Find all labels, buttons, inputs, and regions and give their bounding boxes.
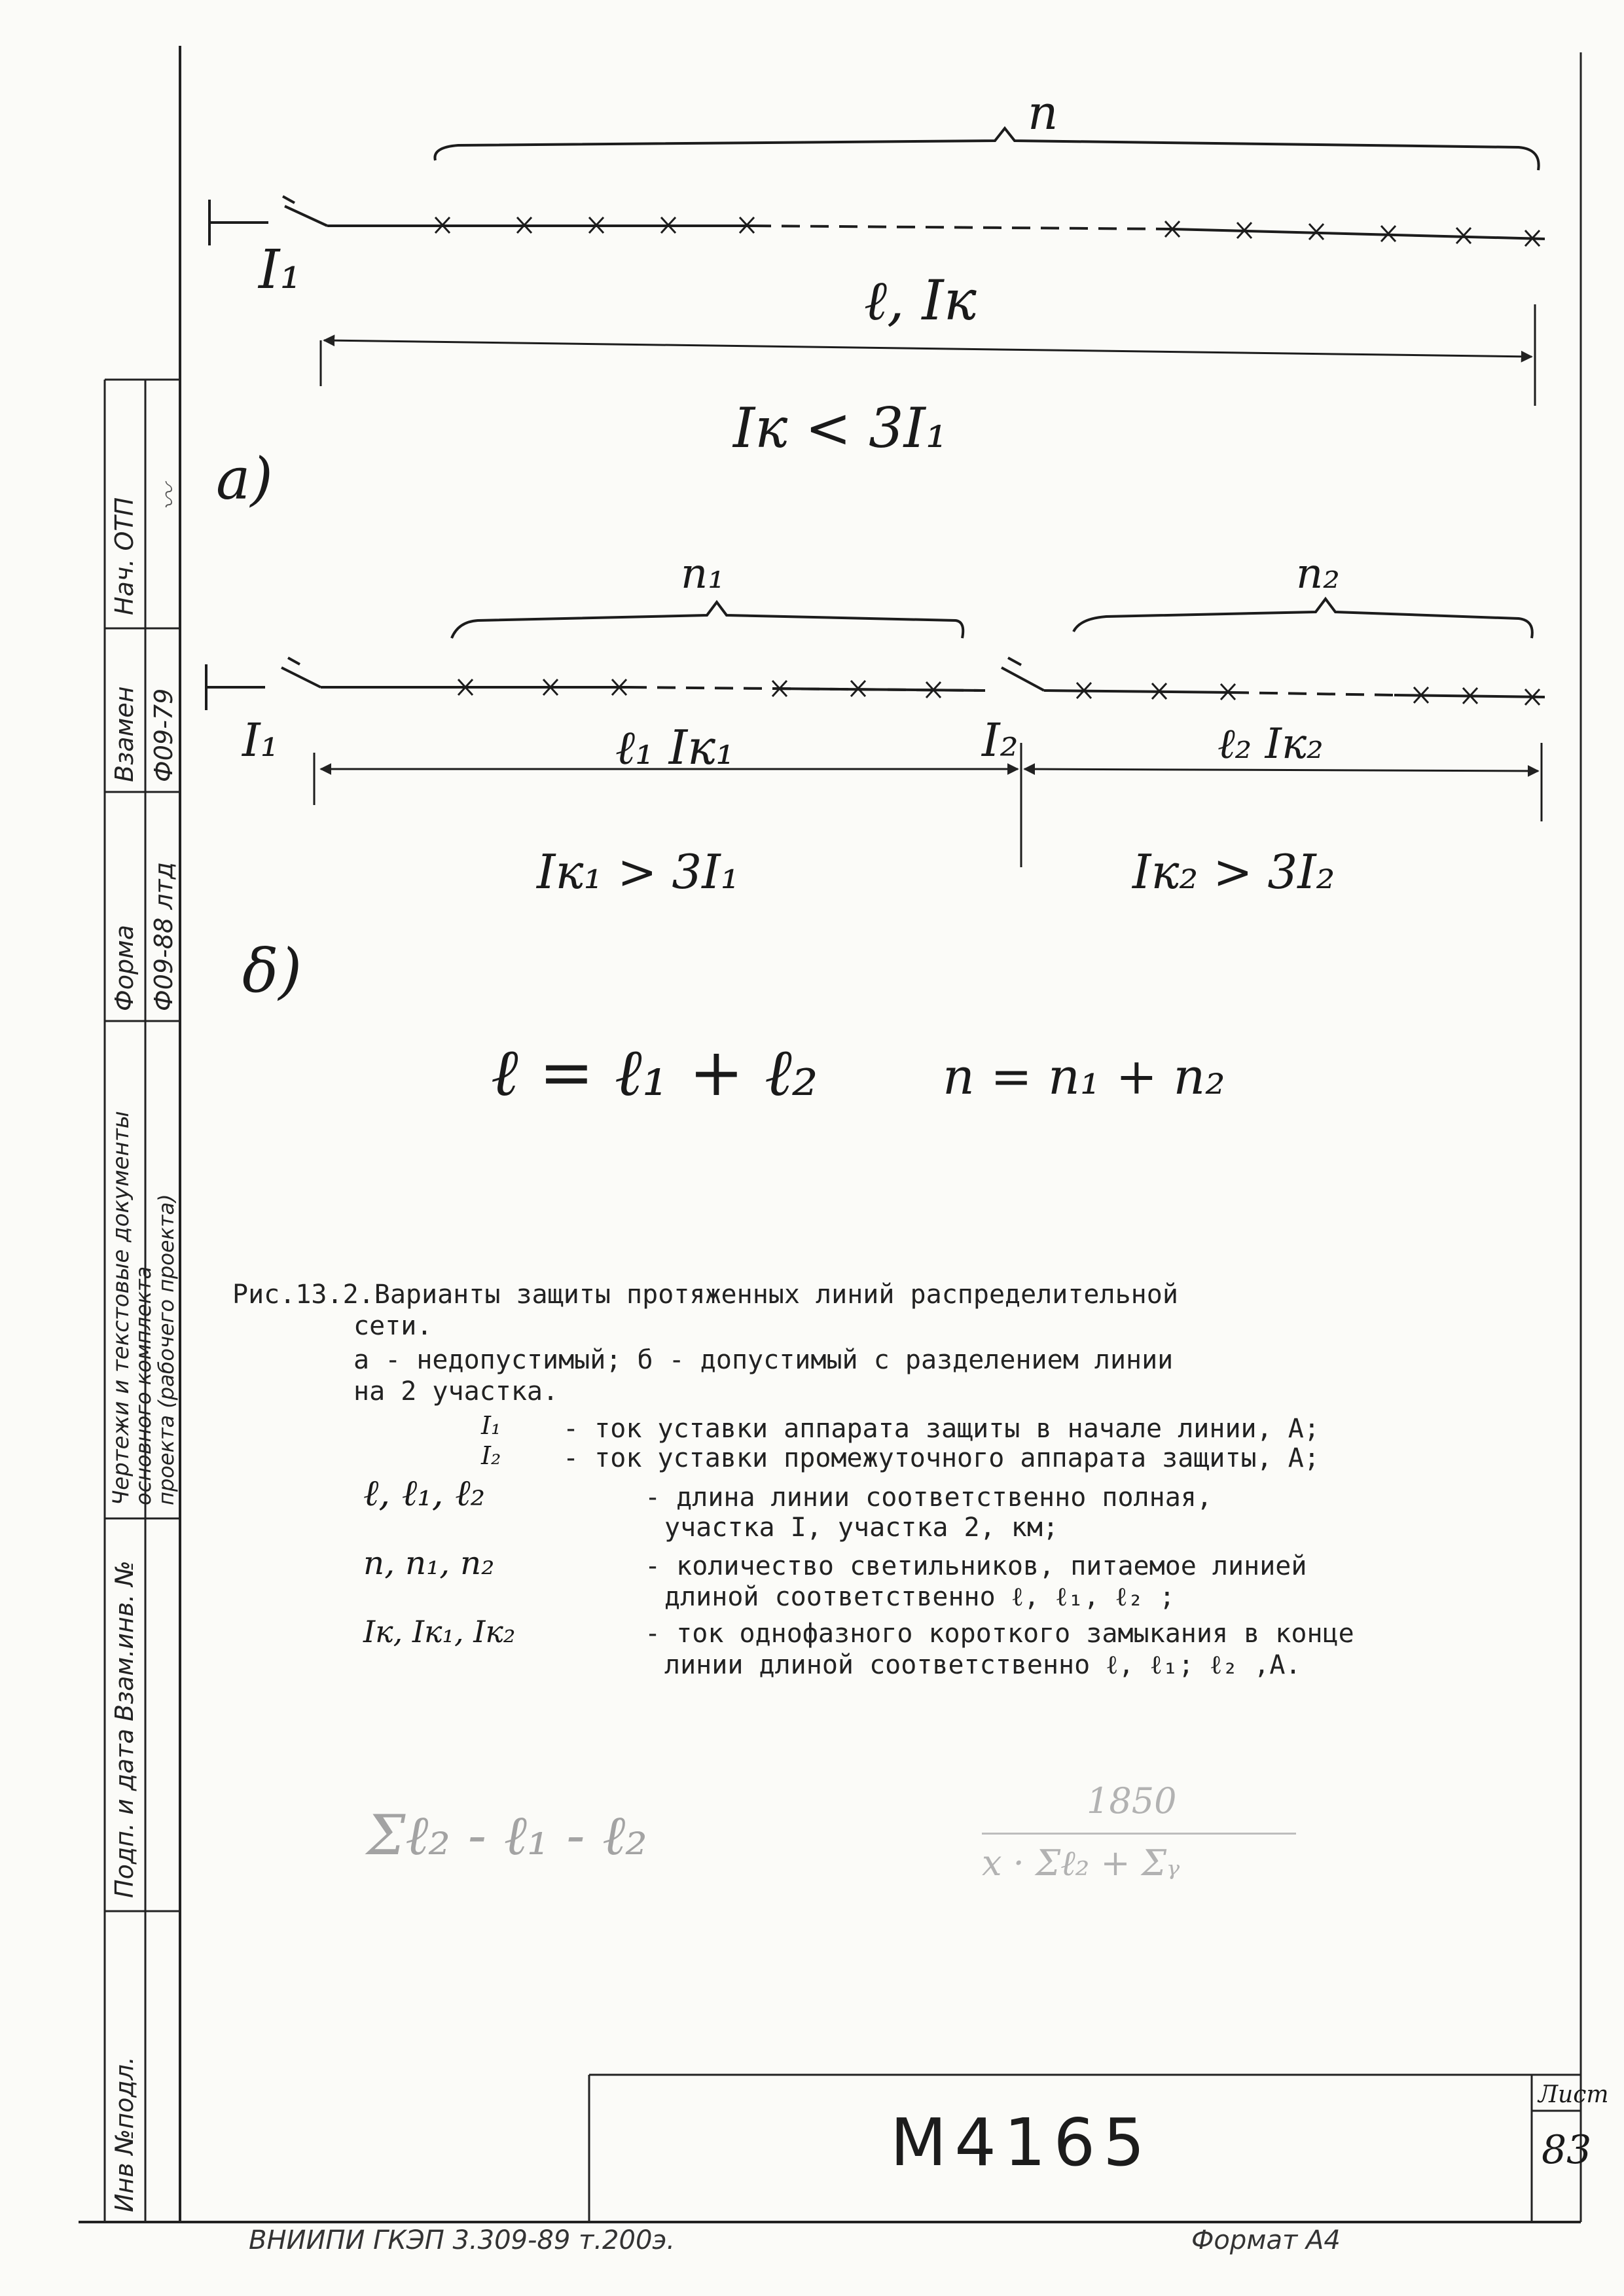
condition-b1: Iк₁ > 3I₁ bbox=[537, 844, 740, 899]
stamp-col1-header: Нач. ОТП bbox=[110, 497, 139, 615]
faint-note-left: Σℓ₂ - ℓ₁ - ℓ₂ bbox=[367, 1803, 647, 1867]
footer-left: ВНИИПИ ГКЭП 3.309-89 т.200э. bbox=[249, 2225, 676, 2255]
length-label-b2: ℓ₂ Iк₂ bbox=[1218, 720, 1324, 768]
diagram-b bbox=[206, 599, 1545, 867]
length-label-b1: ℓ₁ Iк₁ bbox=[615, 720, 735, 775]
sheet-number: 83 bbox=[1542, 2127, 1592, 2173]
brace-label-n1: n₁ bbox=[681, 550, 725, 598]
legend-text-length-1: - длина линии соответственно полная, bbox=[645, 1482, 1212, 1513]
stamp-col4-line2: основного комплекта bbox=[131, 1266, 156, 1505]
luminaire-marks-a bbox=[435, 217, 1540, 246]
luminaire-marks-b bbox=[458, 679, 1540, 705]
legend-text-i1: - ток уставки аппарата защиты в начале линии, А; bbox=[563, 1414, 1320, 1444]
stamp-col5: Взам.инв. № bbox=[110, 1560, 139, 1721]
source-current-label-a: I₁ bbox=[259, 239, 302, 301]
diagram-a bbox=[209, 128, 1545, 406]
faint-note-denominator: x · Σℓ₂ + Σᵧ bbox=[982, 1842, 1180, 1884]
source-current-label-b2: I₂ bbox=[982, 713, 1019, 767]
figure-caption bbox=[232, 1280, 1542, 1680]
legend-symbol-length: ℓ, ℓ₁, ℓ₂ bbox=[363, 1472, 486, 1515]
caption-variants-line2: на 2 участка. bbox=[353, 1376, 559, 1407]
caption-title-line1: Рис.13.2.Варианты защиты протяженных линий распределительной bbox=[232, 1280, 1178, 1310]
sheet-label: Лист bbox=[1538, 2081, 1609, 2108]
stamp-col4-line1: Чертежи и текстовые документы bbox=[108, 1111, 134, 1505]
legend-text-ik-2: линии длиной соответственно ℓ, ℓ₁; ℓ₂ ,А. bbox=[664, 1650, 1301, 1680]
condition-b2: Iк₂ > 3I₂ bbox=[1132, 844, 1335, 899]
legend-symbol-count: n, n₁, n₂ bbox=[363, 1544, 495, 1582]
document-code: M4165 bbox=[890, 2104, 1153, 2181]
legend-text-count-1: - количество светильников, питаемое линией bbox=[645, 1551, 1307, 1581]
legend-text-count-2: длиной соответственно ℓ, ℓ₁, ℓ₂ ; bbox=[664, 1582, 1175, 1612]
stamp-col4-line3: проекта (рабочего проекта) bbox=[154, 1194, 179, 1505]
brace-label-n2: n₂ bbox=[1296, 550, 1340, 598]
brace-label-n: n bbox=[1028, 85, 1058, 140]
caption-variants-line1: а - недопустимый; б - допустимый с разделением линии bbox=[353, 1345, 1174, 1375]
length-label-a: ℓ, Iк bbox=[864, 268, 977, 332]
legend-symbol-ik: Iк, Iк₁, Iк₂ bbox=[363, 1614, 516, 1649]
legend-text-length-2: участка I, участка 2, км; bbox=[664, 1513, 1059, 1543]
legend-text-ik-1: - ток однофазного короткого замыкания в конце bbox=[645, 1619, 1354, 1649]
stamp-col1-signature: 〰 bbox=[155, 484, 185, 511]
stamp-col2-value: Ф09-79 bbox=[149, 688, 178, 782]
legend-symbol-i1: I₁ bbox=[481, 1411, 501, 1440]
source-current-label-b1: I₁ bbox=[242, 713, 279, 767]
formula-count: n = n₁ + n₂ bbox=[943, 1047, 1225, 1105]
formula-length: ℓ = ℓ₁ + ℓ₂ bbox=[491, 1034, 818, 1111]
variant-label-a: а) bbox=[216, 445, 273, 512]
caption-title-line2: сети. bbox=[353, 1311, 433, 1341]
variant-label-b: δ) bbox=[242, 936, 302, 1006]
condition-a: Iк < 3I₁ bbox=[733, 396, 948, 460]
stamp-col3-value: Ф09-88 лтд bbox=[149, 862, 178, 1011]
stamp-col7: Инв №подл. bbox=[110, 2056, 139, 2212]
stamp-col6: Подп. и дата bbox=[110, 1729, 139, 1898]
legend-text-i2: - ток уставки промежуточного аппарата защиты, А; bbox=[563, 1443, 1320, 1473]
stamp-col2-header: Взамен bbox=[110, 686, 139, 782]
stamp-col3-header: Форма bbox=[110, 924, 139, 1011]
footer-right: Формат А4 bbox=[1191, 2225, 1341, 2255]
legend-symbol-i2: I₂ bbox=[481, 1441, 501, 1470]
faint-note-fraction-bar bbox=[982, 1833, 1296, 1835]
faint-note-numerator: 1850 bbox=[1087, 1780, 1177, 1821]
